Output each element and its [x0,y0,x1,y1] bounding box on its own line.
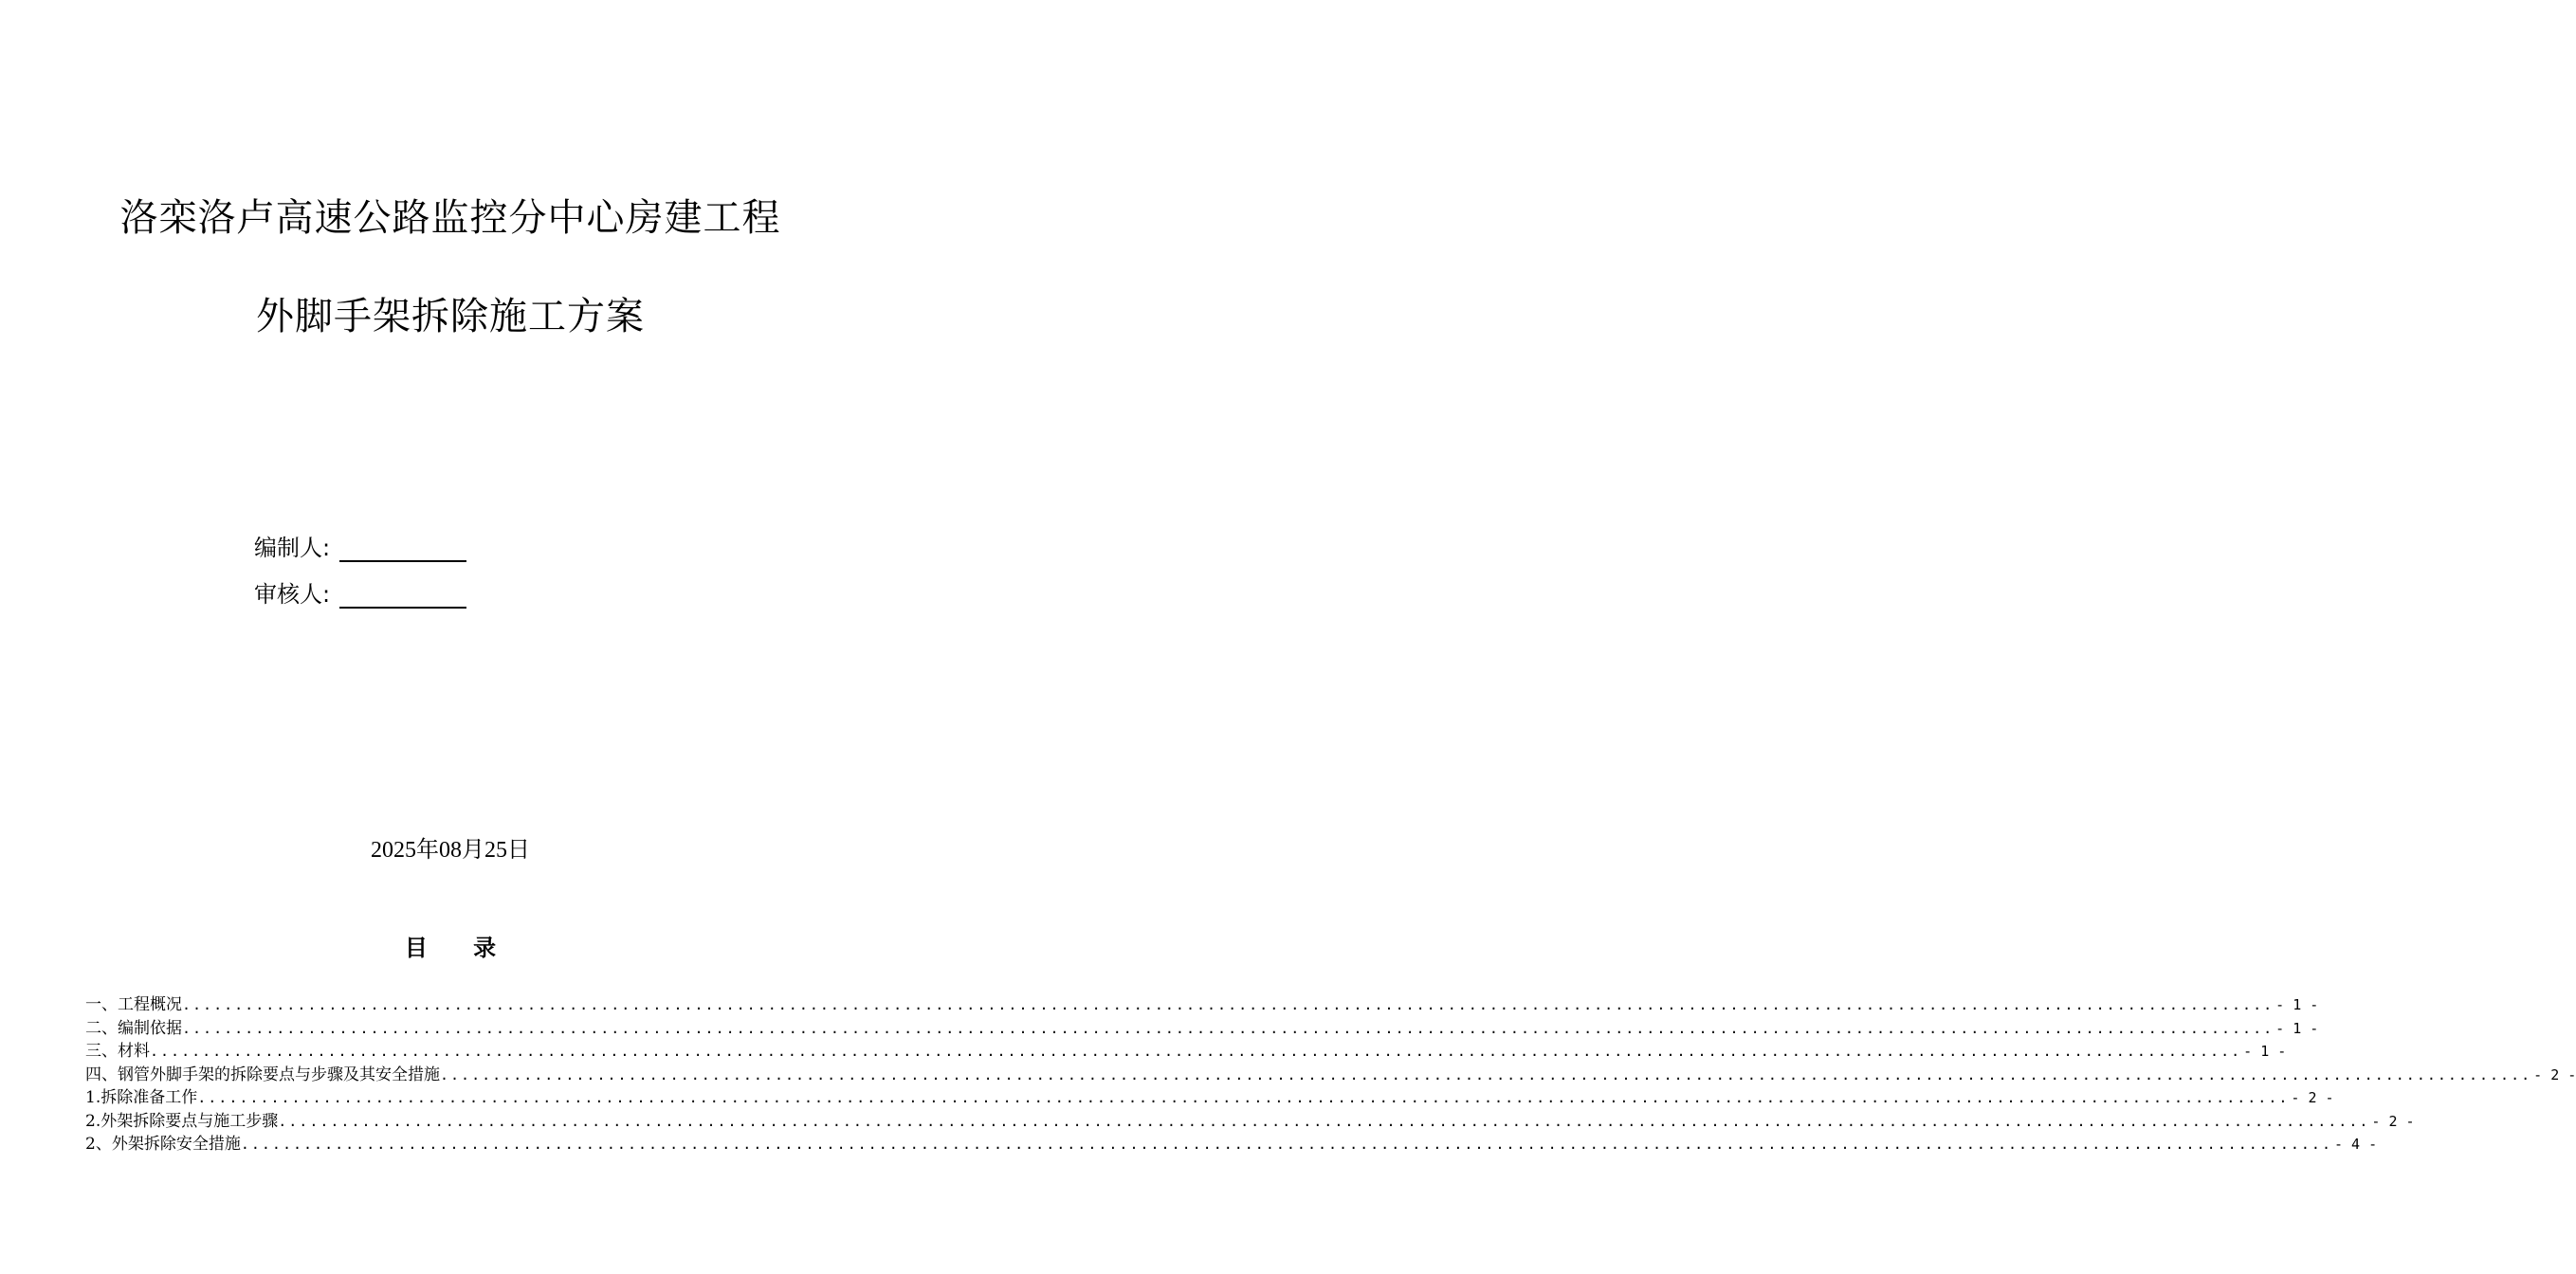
compiler-signature-line [339,536,466,562]
toc-leader-dots: ........................................................................................................................................................................................................ [182,996,2275,1013]
reviewer-signature-line [339,582,466,609]
toc-leader-dots: ........................................................................................................................................................................................................ [197,1089,2290,1106]
toc-entry-page: - 4 - [2333,1136,2378,1153]
toc-entry-page: - 2 - [2533,1065,2576,1083]
toc-entry-label: 四、钢管外脚手架的拆除要点与步骤及其安全措施 [85,1065,440,1084]
toc-entry[interactable] [85,991,2319,1014]
toc-entry-label: 2.外架拆除要点与施工步骤 [85,1111,279,1131]
title-line-1: 洛栾洛卢高速公路监控分中心房建工程 [119,196,781,240]
toc-entry[interactable] [85,1037,2287,1061]
document-date: 2025年08月25日 [371,838,530,863]
toc-entry[interactable] [85,1130,2378,1154]
toc-entry-page: - 2 - [2291,1089,2334,1106]
toc-entry-page: - 1 - [2243,1043,2287,1060]
reviewer-label: 审核人: [254,581,331,608]
toc-entry-page: - 1 - [2275,1019,2319,1037]
toc-entry[interactable] [85,1107,2415,1131]
toc-entry-label: 2、外架拆除安全措施 [85,1135,241,1154]
toc-entry-label: 二、编制依据 [85,1018,182,1038]
toc-leader-dots: ........................................................................................................................................................................................................ [182,1019,2275,1037]
toc-leader-dots: ........................................................................................................................................................................................................ [240,1136,2332,1153]
toc-entry-label: 三、材料 [85,1042,150,1061]
toc-entry[interactable] [85,1061,2576,1084]
toc-heading: 目 录 [404,935,497,961]
compiler-label: 编制人: [254,535,331,561]
compiler-signature [254,529,466,562]
table-of-contents [85,991,2576,1154]
reviewer-signature [254,575,466,609]
toc-leader-dots: ........................................................................................................................................................................................................ [278,1112,2370,1130]
toc-entry-label: 一、工程概况 [85,995,182,1014]
toc-leader-dots: ........................................................................................................................................................................................................ [440,1065,2532,1083]
toc-entry[interactable] [85,1083,2334,1107]
toc-entry-label: 1.拆除准备工作 [85,1088,198,1107]
toc-entry-page: - 1 - [2275,996,2319,1013]
toc-entry[interactable] [85,1014,2319,1038]
toc-leader-dots: ........................................................................................................................................................................................................ [150,1043,2242,1060]
toc-entry-page: - 2 - [2371,1112,2415,1130]
title-line-2: 外脚手架拆除施工方案 [256,295,645,338]
